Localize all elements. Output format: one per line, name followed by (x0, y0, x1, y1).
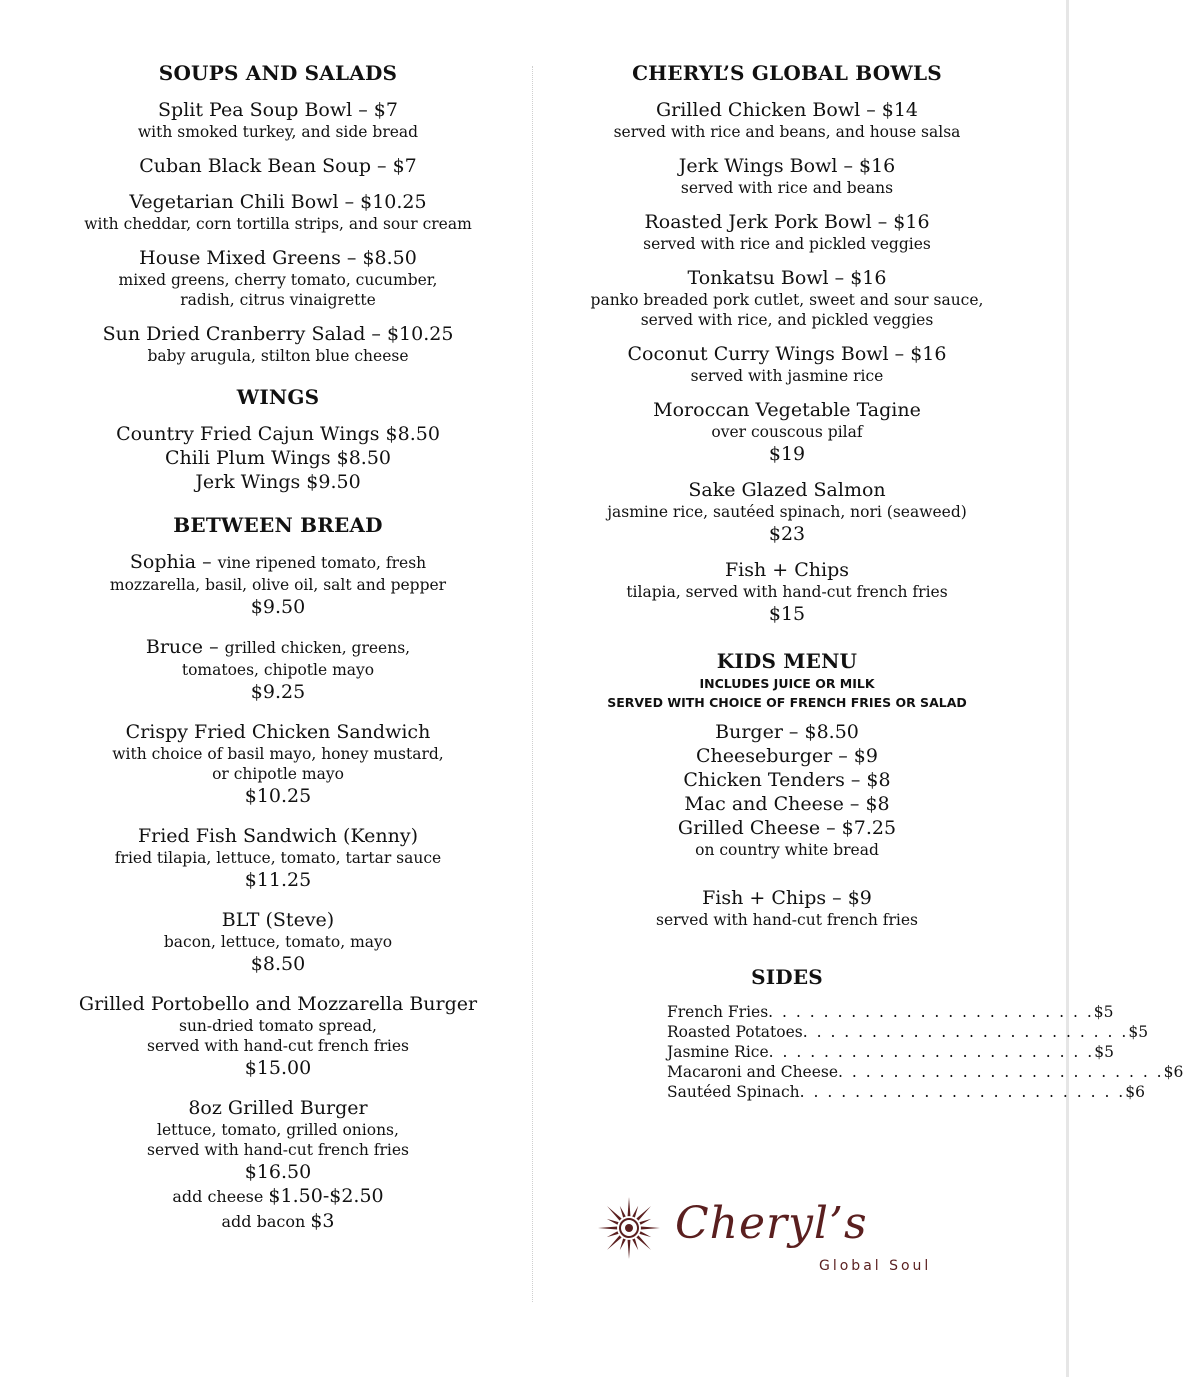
menu-item-desc: bacon, lettuce, tomato, mayo (163, 933, 393, 951)
star-ray (636, 1235, 651, 1250)
menu-item-name: BLT (Steve) (221, 909, 335, 931)
side-item (667, 1082, 1145, 1102)
menu-item-desc: fried tilapia, lettuce, tomato, tartar sauce (114, 849, 442, 867)
section-heading-soups: SOUPS AND SALADS (158, 61, 398, 85)
menu-item-price: $11.25 (244, 869, 312, 891)
menu-item-desc: served with rice and pickled veggies (643, 235, 931, 253)
section-heading-between-bread: BETWEEN BREAD (173, 513, 383, 537)
menu-item-name (50, 550, 506, 575)
kids-item: Burger – $8.50 (715, 721, 859, 743)
menu-item-name: Fried Fish Sandwich (Kenny) (137, 825, 419, 847)
cheryls-logo (597, 1196, 942, 1282)
menu-item-desc: served with rice and beans, and house salsa (613, 123, 961, 141)
menu-item-desc: with cheddar, corn tortilla strips, and sour cream (84, 215, 472, 233)
wings-item: Country Fried Cajun Wings $8.50 (116, 423, 440, 445)
star-ray (641, 1227, 660, 1230)
item-name: Sophia – (129, 551, 218, 573)
menu-item (562, 342, 1012, 386)
wings-item: Jerk Wings $9.50 (195, 471, 361, 493)
section-heading-global-bowls: CHERYL’S GLOBAL BOWLS (632, 61, 942, 85)
menu-item-name: Vegetarian Chili Bowl – $10.25 (129, 191, 427, 213)
menu-item (50, 992, 506, 1080)
menu-item-price: $19 (768, 443, 806, 465)
menu-item-desc: sun-dried tomato spread, served with hand-cut french fries (147, 1017, 409, 1055)
dot-leader: . . . . . . . . . . . . . . . . . . . . . . . . (799, 1083, 1126, 1101)
menu-item-desc: baby arugula, stilton blue cheese (147, 347, 409, 365)
menu-item (50, 322, 506, 366)
menu-item-name: Tonkatsu Bowl – $16 (687, 267, 887, 289)
kids-item: Grilled Cheese – $7.25 (677, 817, 897, 839)
star-ray (607, 1235, 622, 1250)
menu-item-name: Fish + Chips – $9 (702, 887, 872, 909)
menu-item (562, 154, 1012, 198)
menu-item (562, 210, 1012, 254)
extra-amount: $3 (310, 1210, 335, 1232)
side-price: $5 (1128, 1023, 1149, 1041)
side-price: $5 (1093, 1003, 1114, 1021)
menu-item-name: Moroccan Vegetable Tagine (653, 399, 921, 421)
star-ray (628, 1197, 631, 1216)
side-name: French Fries (667, 1003, 769, 1021)
menu-item-price: $16.50 (244, 1161, 312, 1183)
dot-leader: . . . . . . . . . . . . . . . . . . . . . . . . (768, 1043, 1095, 1061)
item-inline-desc: grilled chicken, greens, (224, 639, 411, 657)
menu-item-name: Sake Glazed Salmon (688, 479, 886, 501)
menu-item-name: Jerk Wings Bowl – $16 (678, 155, 896, 177)
item-inline-desc: vine ripened tomato, fresh (217, 554, 427, 572)
menu-item-desc: lettuce, tomato, grilled onions, served with hand-cut french fries (147, 1121, 409, 1159)
dot-leader: . . . . . . . . . . . . . . . . . . . . . . . . (802, 1023, 1129, 1041)
star-ray (620, 1238, 626, 1250)
menu-item-desc: mozzarella, basil, olive oil, salt and pepper (109, 576, 447, 594)
star-ray (628, 1240, 631, 1259)
menu-item-desc: tomatoes, chipotle mayo (181, 661, 375, 679)
menu-item-desc: with choice of basil mayo, honey mustard, or chipotle mayo (112, 745, 444, 783)
menu-item-name: Grilled Chicken Bowl – $14 (655, 99, 919, 121)
menu-item (50, 154, 506, 178)
kids-subtitle-sides: SERVED WITH CHOICE OF FRENCH FRIES OR SALAD (607, 695, 967, 710)
add-cheese-line (50, 1184, 506, 1209)
menu-item-desc: served with hand-cut french fries (656, 911, 918, 929)
menu-item-price: $15 (768, 603, 806, 625)
star-ray (620, 1206, 626, 1218)
side-name: Roasted Potatoes (667, 1023, 803, 1041)
menu-item-bruce (50, 635, 506, 704)
star-ray (598, 1227, 617, 1230)
menu-item-price: $9.25 (250, 681, 306, 703)
menu-item-name: Crispy Fried Chicken Sandwich (125, 721, 431, 743)
extra-label: add bacon (221, 1212, 311, 1231)
right-column (562, 60, 1183, 1102)
menu-item-name (50, 635, 506, 660)
menu-item-desc: jasmine rice, sautéed spinach, nori (seaweed) (607, 503, 967, 521)
side-price: $5 (1094, 1043, 1114, 1061)
side-item (667, 1022, 1149, 1042)
menu-item (50, 908, 506, 976)
side-name: Macaroni and Cheese (667, 1063, 839, 1081)
menu-item-name: Fish + Chips (724, 559, 849, 581)
menu-item-desc: served with rice and beans (680, 179, 894, 197)
menu-item-grilled-burger (50, 1096, 506, 1234)
wings-item: Chili Plum Wings $8.50 (164, 447, 392, 469)
menu-item-name: Cuban Black Bean Soup – $7 (139, 155, 417, 177)
menu-item (50, 98, 506, 142)
menu-item-price: $9.50 (250, 596, 306, 618)
kids-item: Mac and Cheese – $8 (684, 793, 890, 815)
section-heading-sides: SIDES (751, 965, 823, 989)
kids-item-fish-chips (562, 886, 1012, 930)
logo-tagline: Global Soul (819, 1258, 932, 1274)
menu-item-price: $8.50 (250, 953, 306, 975)
menu-item-price: $23 (768, 523, 806, 545)
section-heading-wings: WINGS (236, 385, 320, 409)
kids-grilled-cheese-desc: on country white bread (695, 841, 879, 859)
kids-item: Chicken Tenders – $8 (683, 769, 891, 791)
menu-item-desc: tilapia, served with hand-cut french fries (626, 583, 948, 601)
menu-item-name: Sun Dried Cranberry Salad – $10.25 (102, 323, 454, 345)
star-ray (632, 1238, 638, 1250)
soups-list (50, 98, 506, 366)
dot-leader: . . . . . . . . . . . . . . . . . . . . . . . . (838, 1063, 1164, 1081)
between-bread-list (50, 720, 506, 1080)
menu-item-name: Coconut Curry Wings Bowl – $16 (627, 343, 947, 365)
bowls-list (562, 98, 1012, 626)
star-ray (607, 1219, 619, 1225)
menu-item-name: House Mixed Greens – $8.50 (139, 247, 417, 269)
star-ray (636, 1206, 651, 1221)
wings-list (50, 422, 506, 494)
side-item (667, 1002, 1114, 1022)
menu-item (562, 558, 1012, 626)
menu-item (50, 824, 506, 892)
side-item (667, 1062, 1183, 1082)
menu-item-name: Roasted Jerk Pork Bowl – $16 (644, 211, 930, 233)
page-edge (1066, 0, 1069, 1377)
kids-subtitle-drinks: INCLUDES JUICE OR MILK (699, 676, 875, 691)
column-divider (532, 66, 533, 1302)
menu-item-price: $15.00 (244, 1057, 312, 1079)
menu-item (562, 478, 1012, 546)
menu-item-desc: panko breaded pork cutlet, sweet and sour sauce, served with rice, and pickled veggies (590, 291, 984, 329)
menu-item (562, 398, 1012, 466)
side-item (667, 1042, 1114, 1062)
menu-item-desc: mixed greens, cherry tomato, cucumber, radish, citrus vinaigrette (118, 271, 438, 309)
menu-item (562, 98, 1012, 142)
menu-item (50, 246, 506, 310)
menu-item (50, 190, 506, 234)
kids-list (562, 720, 1012, 840)
menu-item-sophia (50, 550, 506, 619)
sides-list (667, 1002, 1183, 1102)
menu-item-name: 8oz Grilled Burger (188, 1097, 368, 1119)
menu-item (562, 266, 1012, 330)
add-bacon-line (50, 1209, 506, 1234)
star-ray (639, 1231, 651, 1237)
menu-item-price: $10.25 (244, 785, 312, 807)
sun-star-icon (597, 1196, 661, 1260)
menu-item-name: Grilled Portobello and Mozzarella Burger (78, 993, 478, 1015)
dot-leader: . . . . . . . . . . . . . . . . . . . . . . . . (768, 1003, 1094, 1021)
left-column (50, 60, 506, 1246)
side-price: $6 (1163, 1063, 1183, 1081)
star-ray (607, 1206, 622, 1221)
side-name: Jasmine Rice (667, 1043, 769, 1061)
menu-item (50, 720, 506, 808)
menu-item-desc: served with jasmine rice (690, 367, 884, 385)
menu-item-name: Split Pea Soup Bowl – $7 (158, 99, 398, 121)
star-ray (639, 1219, 651, 1225)
section-heading-kids-menu: KIDS MENU (716, 649, 858, 673)
item-name: Bruce – (145, 636, 225, 658)
side-price: $6 (1125, 1083, 1145, 1101)
menu-item-desc: with smoked turkey, and side bread (137, 123, 419, 141)
logo-wordmark: Cheryl’s (675, 1198, 868, 1249)
side-name: Sautéed Spinach (667, 1083, 800, 1101)
star-ray (632, 1206, 638, 1218)
star-ray (607, 1231, 619, 1237)
menu-item-desc: over couscous pilaf (711, 423, 863, 441)
extra-amount: $1.50-$2.50 (268, 1185, 384, 1207)
kids-item: Cheeseburger – $9 (696, 745, 878, 767)
extra-label: add cheese (172, 1187, 269, 1206)
